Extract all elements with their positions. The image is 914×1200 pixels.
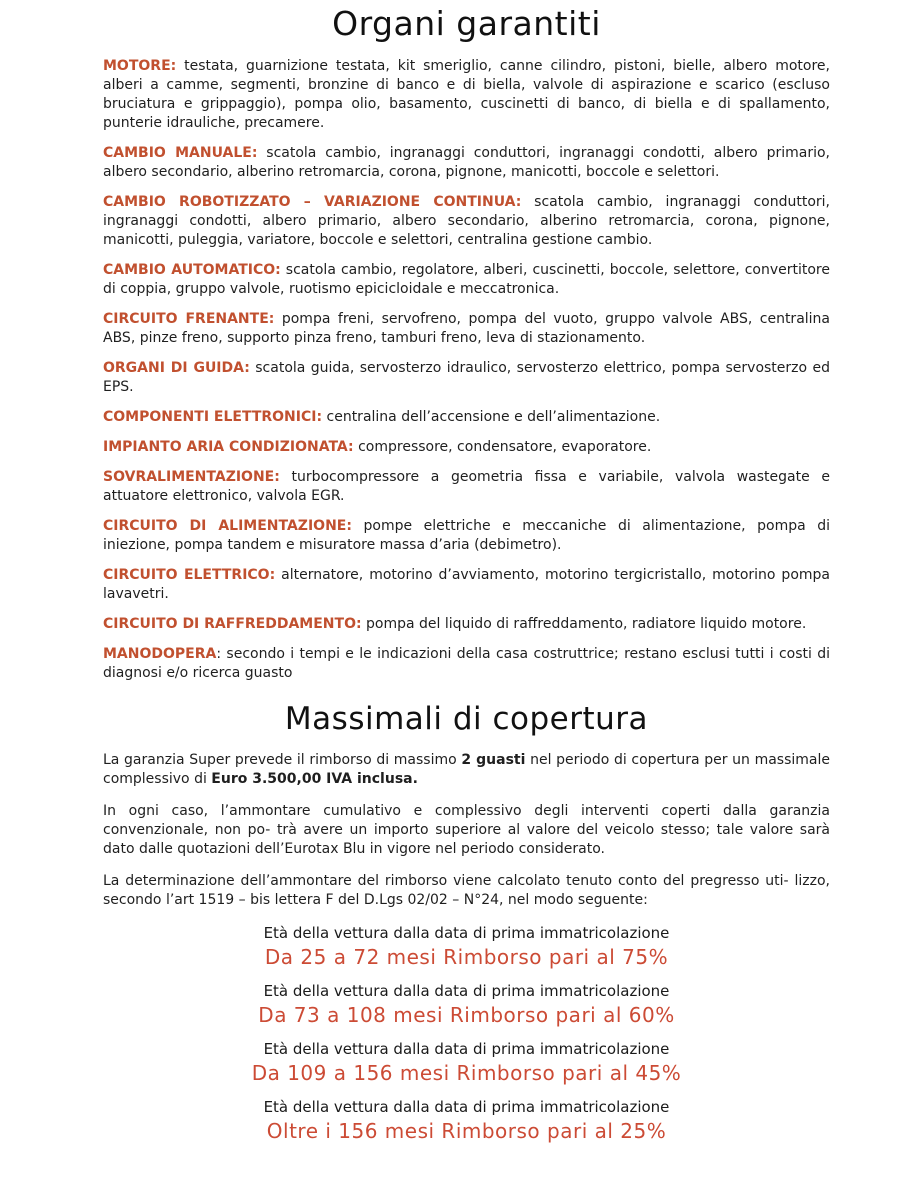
- section-sovralimentazione: [103, 468, 830, 506]
- rimborso-value-line: Da 109 a 156 mesi Rimborso pari al 45%: [251, 1061, 682, 1085]
- section-text: centralina dell’accensione e dell’alimentazione.: [322, 409, 661, 425]
- section-circuito-frenante: [103, 310, 830, 348]
- paragraph-ammontare: In ogni caso, l’ammontare cumulativo e complessivo degli interventi coperti dalla garanzia convenzionale, non po- trà avere un importo superiore al valore del veicolo stesso; tale valore sarà dato dalle quotazioni dell’Eurotax Blu in vigore nel periodo considerato.: [103, 803, 830, 857]
- section-label: CIRCUITO FRENANTE:: [103, 311, 275, 327]
- section-label: CIRCUITO ELETTRICO:: [103, 567, 276, 583]
- rimborso-value-line: Da 73 a 108 mesi Rimborso pari al 60%: [258, 1003, 675, 1027]
- section-text: testata, guarnizione testata, kit smeriglio, canne cilindro, pistoni, bielle, albero motore, alberi a camme, segmenti, bronzine di banco e di biella, valvole di aspirazione e scarico (escluso bruciatura e grippaggio), pompa olio, basamento, cuscinetti di banco, di biella e di spallamento, punterie idrauliche, precamere.: [103, 58, 830, 131]
- section-label: CAMBIO MANUALE:: [103, 145, 258, 161]
- section-label: IMPIANTO ARIA CONDIZIONATA:: [103, 439, 354, 455]
- section-manodopera: [103, 645, 830, 683]
- rimborso-age-line: Età della vettura dalla data di prima immatricolazione: [263, 1040, 670, 1058]
- section-cambio-automatico: [103, 261, 830, 299]
- section-label: MOTORE:: [103, 58, 177, 74]
- section-label: CIRCUITO DI ALIMENTAZIONE:: [103, 518, 352, 534]
- paragraph-massimale: [103, 751, 830, 789]
- paragraph-segment-bold: Euro 3.500,00 IVA inclusa.: [211, 771, 418, 787]
- section-text: turbocompressore a geometria fissa e variabile, valvola wastegate e attuatore elettronico, valvola EGR.: [103, 469, 830, 504]
- section-cambio-manuale: [103, 144, 830, 182]
- section-text: scatola cambio, regolatore, alberi, cuscinetti, boccole, selettore, convertitore di coppia, gruppo valvole, ruotismo epicicloidale e meccatronica.: [103, 262, 830, 297]
- section-impianto-aria: [103, 438, 830, 457]
- rimborso-value-line: Oltre i 156 mesi Rimborso pari al 25%: [266, 1119, 667, 1143]
- paragraph-determinazione: La determinazione dell’ammontare del rimborso viene calcolato tenuto conto del pregresso uti- lizzo, secondo l’art 1519 – bis lettera F del D.Lgs 02/02 – N°24, nel modo seguente:: [103, 873, 830, 908]
- section-organi-di-guida: [103, 359, 830, 397]
- section-text: pompa freni, servofreno, pompa del vuoto, gruppo valvole ABS, centralina ABS, pinze freno, supporto pinza freno, tamburi freno, leva di stazionamento.: [103, 311, 831, 346]
- section-componenti-elettronici: [103, 408, 830, 427]
- rimborso-value-line: Da 25 a 72 mesi Rimborso pari al 75%: [264, 945, 669, 969]
- section-circuito-raffreddamento: [103, 615, 830, 634]
- section-motore: [103, 57, 830, 133]
- section-text: pompa del liquido di raffreddamento, radiatore liquido motore.: [361, 616, 807, 632]
- section-label: ORGANI DI GUIDA:: [103, 360, 250, 376]
- paragraph-segment: nel periodo di copertura per un massimale complessivo di: [103, 752, 830, 787]
- section-circuito-elettrico: [103, 566, 830, 604]
- section-text: : secondo i tempi e le indicazioni della casa costruttrice; restano esclusi tutti i costi di diagnosi e/o ricerca guasto: [103, 646, 830, 681]
- rimborso-age-line: Età della vettura dalla data di prima immatricolazione: [263, 982, 670, 1000]
- page-title: Organi garantiti: [332, 4, 601, 43]
- rimborso-age-line: Età della vettura dalla data di prima immatricolazione: [263, 1098, 670, 1116]
- section-text: alternatore, motorino d’avviamento, motorino tergicristallo, motorino pompa lavavetri.: [103, 567, 830, 602]
- section-label: COMPONENTI ELETTRONICI:: [103, 409, 323, 425]
- section-label: SOVRALIMENTAZIONE:: [103, 469, 280, 485]
- section-label: CAMBIO ROBOTIZZATO – VARIAZIONE CONTINUA:: [103, 194, 522, 210]
- rimborso-table: [103, 924, 830, 1144]
- section-label: CAMBIO AUTOMATICO:: [103, 262, 281, 278]
- section-label: MANODOPERA: [103, 646, 217, 662]
- section-text: scatola guida, servosterzo idraulico, servosterzo elettrico, pompa servosterzo ed EPS.: [103, 360, 830, 395]
- section-text: compressore, condensatore, evaporatore.: [353, 439, 652, 455]
- section-circuito-alimentazione: [103, 517, 830, 555]
- section-text: pompe elettriche e meccaniche di alimentazione, pompa di iniezione, pompa tandem e misuratore massa d’aria (debimetro).: [103, 518, 830, 553]
- section-label: CIRCUITO DI RAFFREDDAMENTO:: [103, 616, 362, 632]
- section-cambio-robotizzato: [103, 193, 830, 250]
- paragraph-segment-bold: 2 guasti: [461, 752, 526, 768]
- paragraph-segment: La garanzia Super prevede il rimborso di massimo: [103, 752, 462, 768]
- rimborso-age-line: Età della vettura dalla data di prima immatricolazione: [263, 924, 670, 942]
- section-title-massimali: Massimali di copertura: [284, 701, 649, 737]
- section-text: scatola cambio, ingranaggi conduttori, ingranaggi condotti, albero primario, albero secondario, alberino retromarcia, corona, pignone, manicotti, boccole e selettori.: [103, 145, 830, 180]
- section-text: scatola cambio, ingranaggi conduttori, ingranaggi condotti, albero primario, albero secondario, alberino retromarcia, corona, pignone, manicotti, puleggia, variatore, boccole e selettori, centralina gestione cambio.: [103, 194, 830, 248]
